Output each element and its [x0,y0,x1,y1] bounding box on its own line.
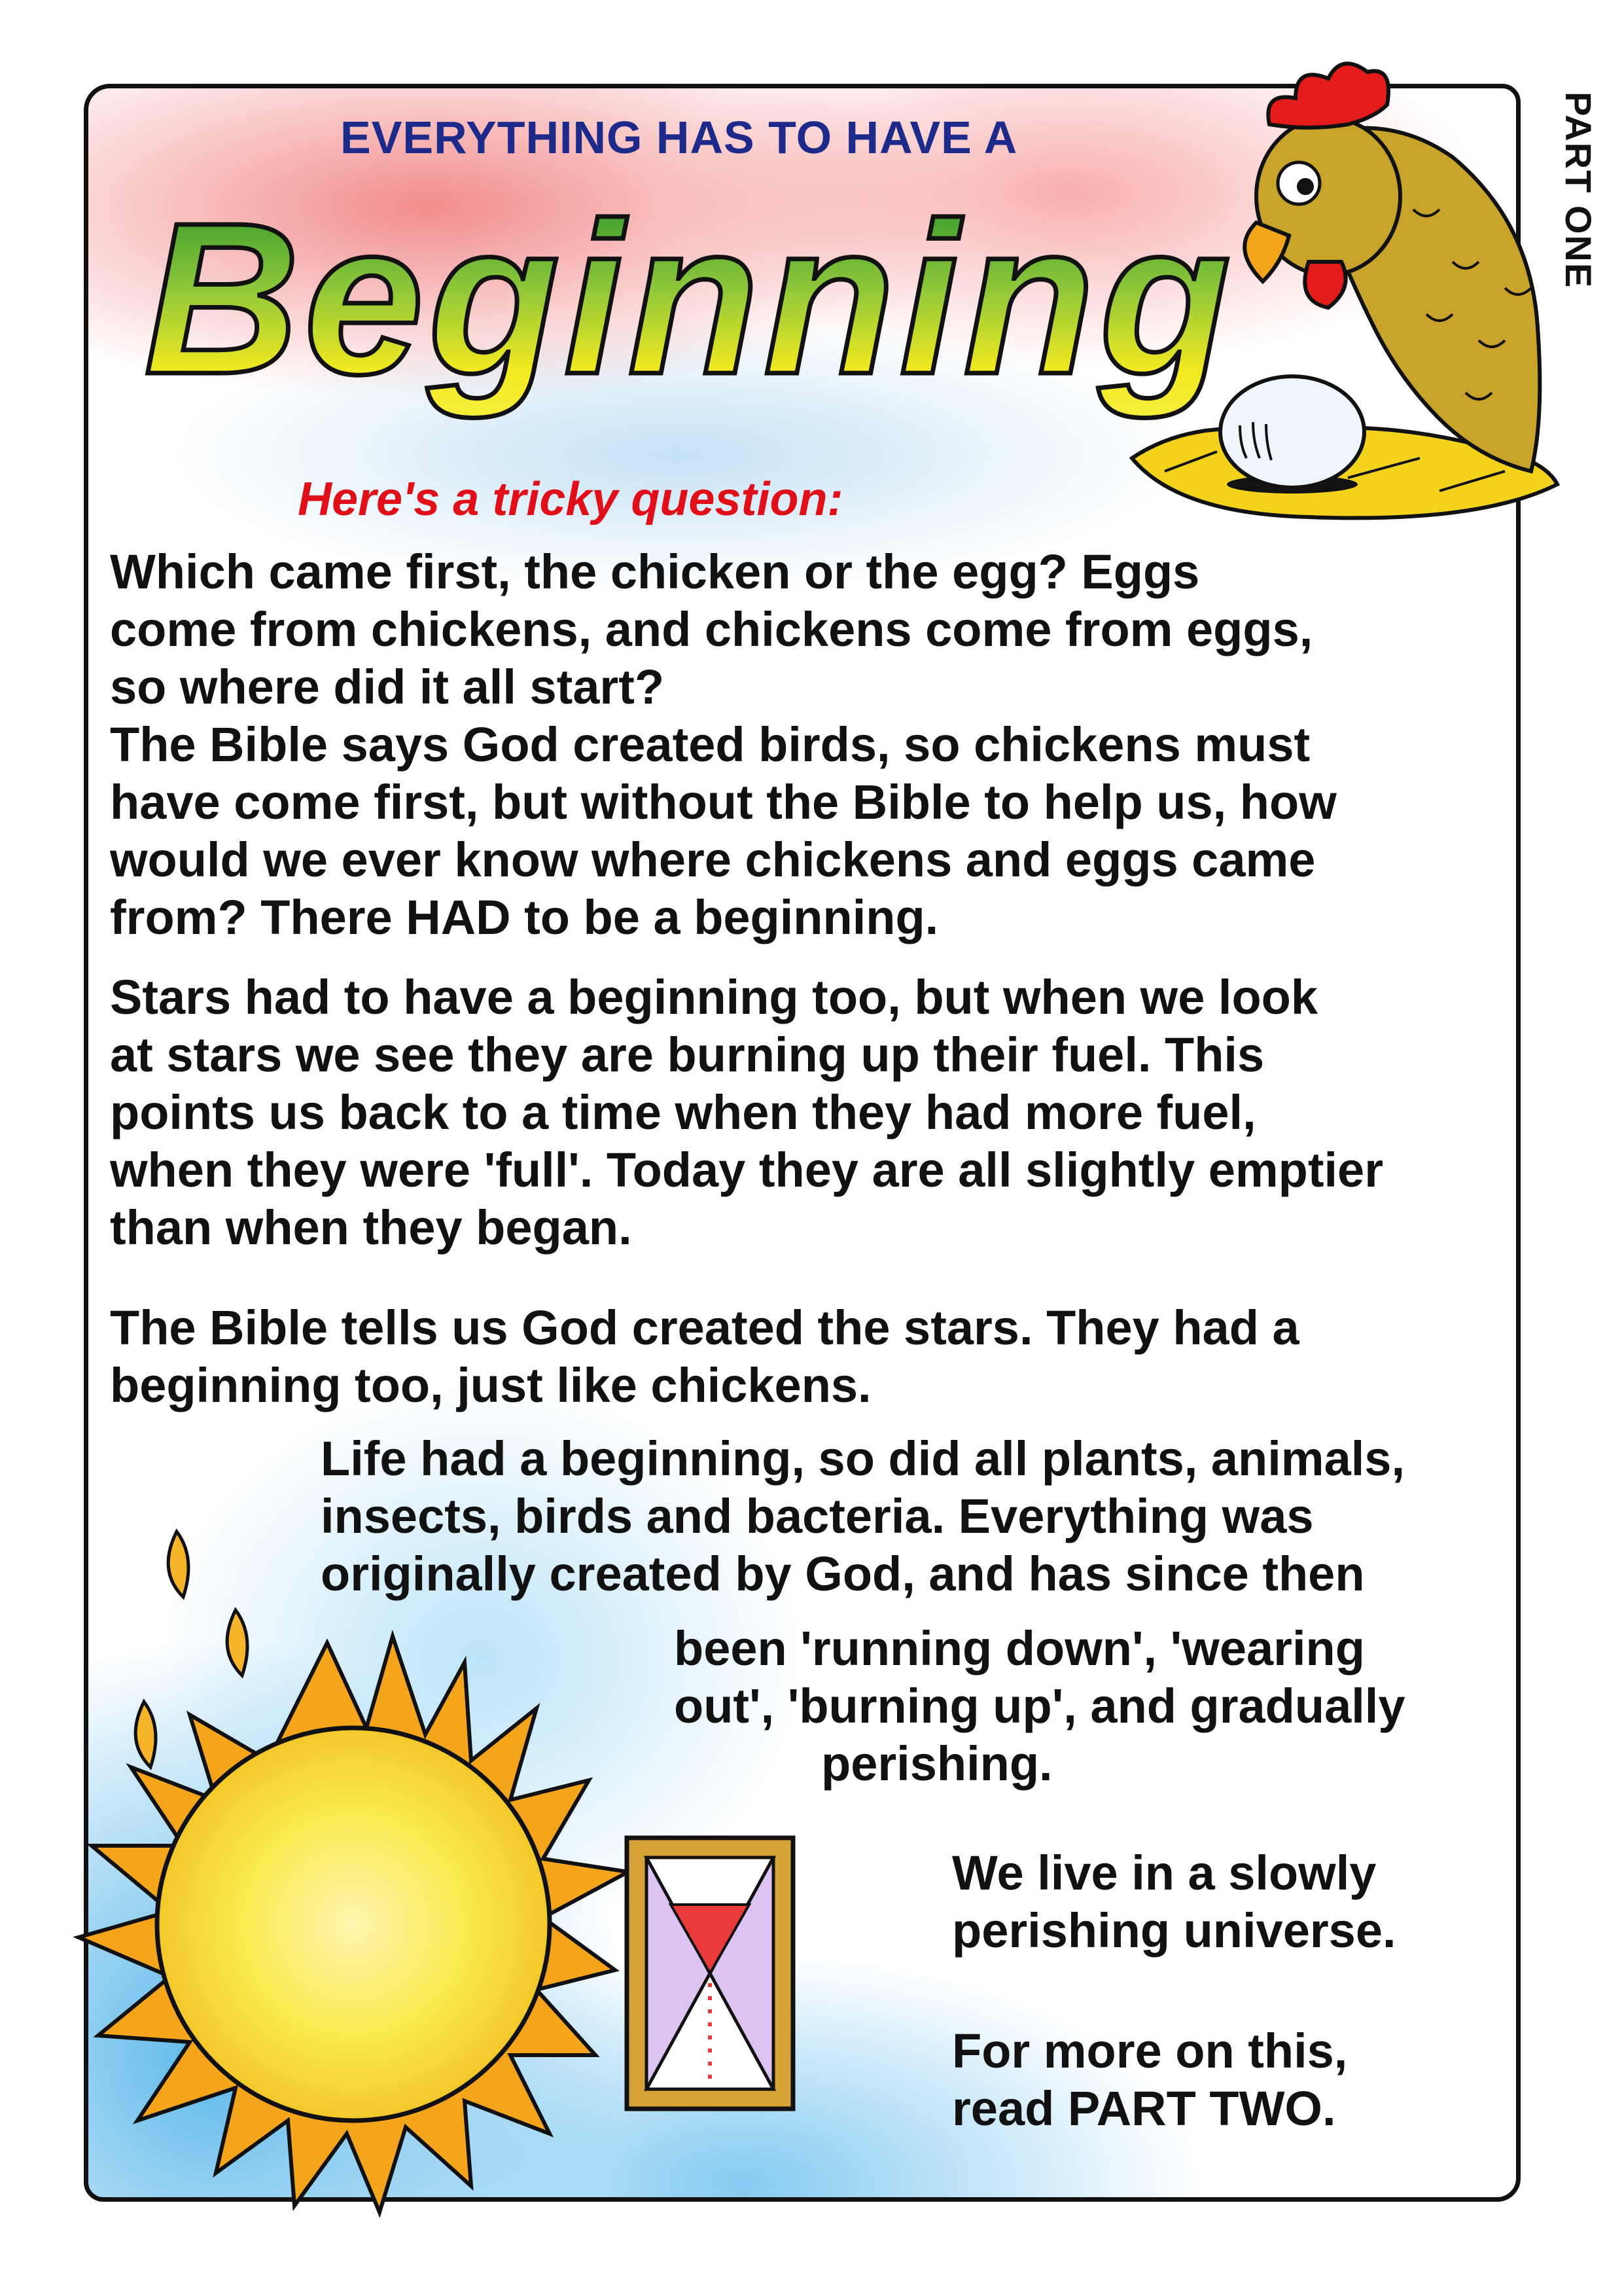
text-line: The Bible says God created birds, so chickens must [110,717,1311,772]
text-line: perishing universe. [952,1903,1396,1958]
text-line: been 'running down', 'wearing [674,1621,1365,1676]
egg-icon [1207,367,1377,497]
text-line: out', 'burning up', and gradually [674,1679,1405,1733]
paragraph-running-down [674,1620,1492,1793]
text-line: Life had a beginning, so did all plants, animals, [321,1431,1405,1486]
paragraph-perishing-universe [952,1844,1475,1960]
text-line: so where did it all start? [110,660,665,714]
text-line: beginning too, just like chickens. [110,1358,872,1412]
text-line: Which came first, the chicken or the egg? Eggs [110,545,1200,599]
text-line: We live in a slowly [952,1846,1377,1900]
sun-icon [39,1492,700,2251]
top-title: EVERYTHING HAS TO HAVE A [340,112,1018,163]
text-line: insects, birds and bacteria. Everything was [321,1489,1314,1543]
text-line: read PART TWO. [952,2081,1336,2136]
hourglass-icon [622,1833,798,2114]
tricky-question: Here's a tricky question: [298,473,843,526]
text-line: points us back to a time when they had more fuel, [110,1085,1256,1139]
part-label: PART ONE [1558,92,1599,289]
text-line: Stars had to have a beginning too, but when we look [110,970,1318,1024]
paragraph-chicken-egg [110,543,1517,946]
beginning-title-text: Beginning [144,177,1235,419]
text-line: come from chickens, and chickens come from eggs, [110,602,1313,656]
text-line: originally created by God, and has since then [321,1547,1365,1601]
text-line: perishing. [821,1736,1053,1791]
paragraph-stars [110,969,1517,1257]
beginning-title [131,164,1243,491]
text-line: would we ever know where chickens and eggs came [110,833,1316,887]
text-line: at stars we see they are burning up their fuel. This [110,1028,1265,1082]
paragraph-bible-stars [110,1299,1517,1414]
text-line: when they were 'full'. Today they are all slightly emptier [110,1143,1384,1197]
paragraph-read-more [952,2022,1475,2138]
text-line: The Bible tells us God created the stars. They had a [110,1300,1299,1355]
text-line: For more on this, [952,2024,1348,2078]
text-line: than when they began. [110,1200,632,1255]
text-line: have come first, but without the Bible to help us, how [110,775,1337,829]
text-line: from? There HAD to be a beginning. [110,890,939,944]
